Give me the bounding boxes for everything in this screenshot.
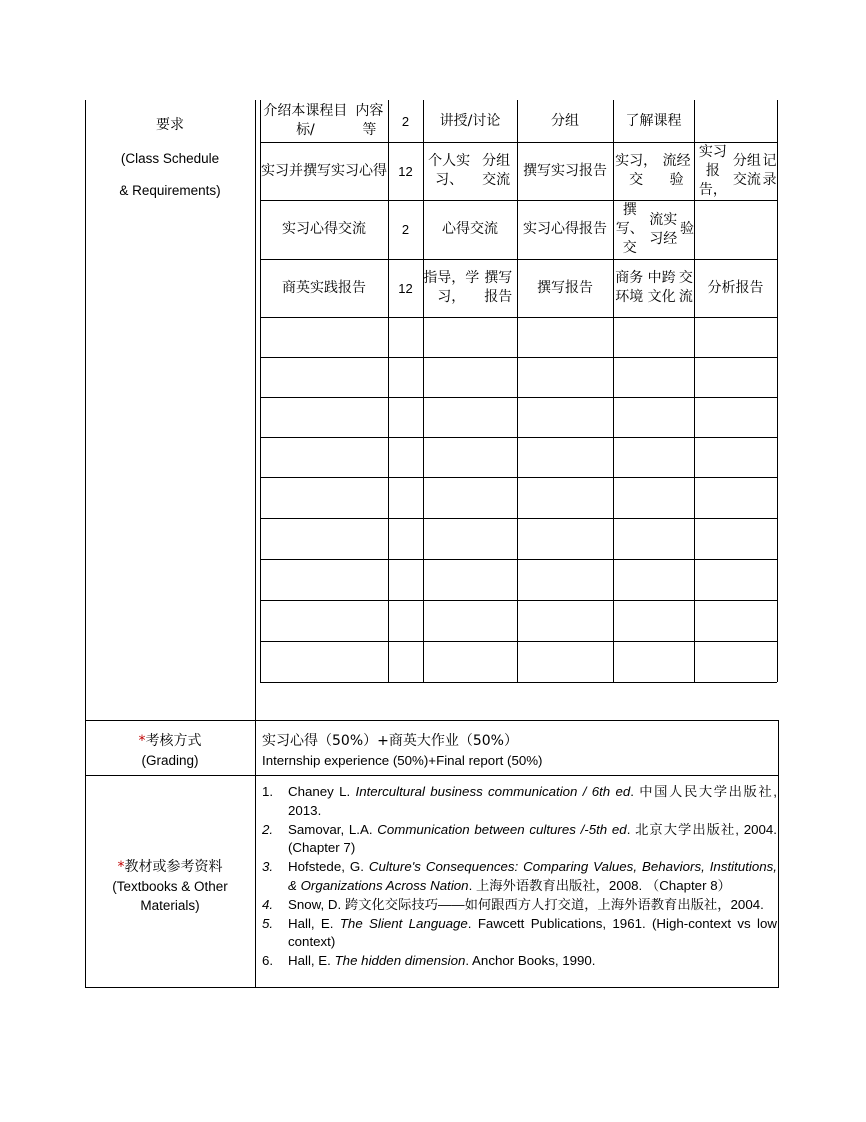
- grid-row-line: [260, 477, 777, 478]
- reference-title: The hidden dimension: [334, 953, 466, 969]
- cell-line: 分析报告: [707, 279, 764, 296]
- schedule-label: [85, 116, 255, 200]
- label-divider: [255, 100, 256, 988]
- schedule-cell-content: [260, 200, 388, 259]
- cell-line: 分组: [551, 112, 579, 129]
- cell-line: 心得交流: [442, 221, 498, 237]
- schedule-cell-content: [260, 142, 388, 200]
- grid-row-line: [260, 437, 777, 438]
- reference-item: [262, 952, 777, 971]
- textbooks-label: [85, 858, 255, 915]
- cell-line: 中跨文化: [647, 270, 676, 305]
- grid-row-line: [260, 518, 777, 519]
- cell-line: 撰写报告: [537, 279, 593, 296]
- cell-line: 2: [401, 113, 410, 129]
- grading-cn: 实习心得（50%）+商英大作业（50%）: [262, 733, 518, 749]
- schedule-cell-hours: [388, 142, 423, 200]
- schedule-cell-content: [260, 259, 388, 317]
- reference-author: Chaney L.: [288, 784, 356, 799]
- reference-title: Intercultural business communication / 6th ed: [355, 784, 631, 799]
- cell-line: 商务环境: [615, 270, 644, 305]
- section-divider-grading: [85, 720, 779, 721]
- cell-line: 流经验: [662, 153, 691, 188]
- grid-row-line: [260, 682, 777, 683]
- cell-line: 12: [398, 280, 413, 296]
- grid-row-line: [260, 559, 777, 560]
- cell-line: 实习报告，: [698, 143, 727, 198]
- schedule-label-cn: 要求: [156, 117, 184, 133]
- textbooks-label-en2: Materials): [140, 898, 200, 913]
- cell-line: 商英实践报告: [282, 279, 366, 296]
- grading-label-cn: 考核方式: [145, 733, 202, 749]
- schedule-cell-goal: [613, 100, 694, 142]
- cell-line: 实习心得报: [523, 221, 593, 237]
- cell-line: 实习心得交流: [282, 221, 366, 237]
- cell-line: 12: [398, 163, 413, 179]
- grading-label-en: (Grading): [141, 753, 199, 768]
- schedule-cell-output: [694, 259, 777, 317]
- cell-line: 流实习经: [649, 211, 678, 247]
- reference-publisher: . 中国人民大学出版社, 2013.: [288, 784, 777, 818]
- schedule-cell-hours: [388, 100, 423, 142]
- schedule-cell-goal: [613, 142, 694, 200]
- cell-line: 验: [680, 221, 694, 237]
- reference-title: The Slient Language: [339, 915, 468, 931]
- reference-title: Communication between cultures /-5th ed: [377, 821, 627, 837]
- reference-publisher: 跨文化交际技巧——如何跟西方人打交道，上海外语教育出版社，2004.: [344, 896, 764, 912]
- cell-line: 告: [593, 221, 607, 237]
- textbooks-label-cn: 教材或参考资料: [124, 859, 223, 875]
- schedule-cell-output: [694, 200, 777, 259]
- schedule-cell-hours: [388, 200, 423, 259]
- frame-right: [778, 720, 779, 988]
- schedule-cell-method: [423, 142, 517, 200]
- reference-number: 1.: [262, 784, 274, 799]
- grid-col-line: [777, 100, 778, 682]
- reference-title: Culture's Consequences: Comparing Values, Behaviors, Institutions, & Organizations Across Nation: [288, 859, 777, 893]
- schedule-cell-output: [694, 142, 777, 200]
- schedule-cell-goal: [613, 200, 694, 259]
- schedule-cell-output: [694, 100, 777, 142]
- reference-author: Hofstede, G.: [288, 859, 369, 875]
- cell-line: 2: [401, 222, 410, 237]
- cell-line: 讲授/讨论: [439, 112, 501, 129]
- reference-item: [262, 896, 777, 915]
- grading-label: [85, 732, 255, 770]
- schedule-cell-method: [423, 200, 517, 259]
- frame-left: [85, 100, 86, 988]
- reference-publisher: . Anchor Books, 1990.: [465, 953, 596, 969]
- reference-number: 2.: [262, 821, 274, 837]
- grid-row-line: [260, 397, 777, 398]
- frame-bottom: [85, 987, 779, 988]
- cell-line: 介绍本课程目标/: [263, 103, 348, 138]
- schedule-cell-assignment: [517, 200, 613, 259]
- reference-publisher: . 上海外语教育出版社，2008. （Chapter 8）: [468, 877, 731, 893]
- cell-line: 内容等: [355, 103, 384, 138]
- required-mark: *: [117, 859, 125, 875]
- cell-line: 个人实习、: [428, 153, 471, 188]
- schedule-cell-assignment: [517, 142, 613, 200]
- cell-line: 撰写、交: [615, 202, 644, 256]
- reference-item: [262, 858, 777, 896]
- cell-line: 指导，学习，: [423, 270, 480, 305]
- reference-item: [262, 821, 777, 859]
- reference-author: Snow, D.: [288, 896, 345, 912]
- cell-line: 交流: [678, 270, 693, 305]
- schedule-cell-method: [423, 100, 517, 142]
- grid-row-line: [260, 600, 777, 601]
- grid-row-line: [260, 317, 777, 318]
- cell-line: 实习并撰写实习: [261, 162, 359, 179]
- cell-line: 撰写报告: [484, 270, 513, 305]
- cell-line: 心得: [359, 162, 387, 179]
- schedule-cell-method: [423, 259, 517, 317]
- reference-author: Samovar, L.A.: [288, 821, 378, 837]
- reference-publisher: . Fawcett Publications, 1961. (High-context vs low context): [288, 915, 777, 950]
- reference-item: [262, 783, 777, 821]
- reference-number: 6.: [262, 953, 274, 969]
- schedule-label-en2: & Requirements): [119, 183, 221, 198]
- cell-line: 实习，交: [615, 153, 658, 188]
- grid-row-line: [260, 357, 777, 358]
- cell-line: 记录: [762, 153, 777, 188]
- reference-number: 5.: [262, 915, 274, 931]
- schedule-cell-content: [260, 100, 388, 142]
- reference-publisher: . 北京大学出版社, 2004.(Chapter 7): [288, 821, 777, 856]
- schedule-cell-goal: [613, 259, 694, 317]
- grid-row-line: [260, 641, 777, 642]
- schedule-cell-assignment: [517, 259, 613, 317]
- schedule-cell-hours: [388, 259, 423, 317]
- cell-line: 告: [593, 162, 607, 179]
- reference-number: 3.: [262, 859, 274, 875]
- section-divider-textbooks: [85, 775, 779, 776]
- textbooks-label-en1: (Textbooks & Other: [112, 879, 228, 894]
- cell-line: 分组交流: [732, 153, 761, 188]
- reference-number: 4.: [262, 896, 274, 912]
- reference-author: Hall, E.: [288, 915, 340, 931]
- schedule-cell-assignment: [517, 100, 613, 142]
- reference-item: [262, 915, 777, 953]
- cell-line: 分组交流: [482, 153, 511, 188]
- cell-line: 撰写实习报: [523, 162, 593, 179]
- syllabus-table: [85, 100, 779, 988]
- grading-en: Internship experience (50%)+Final report (50%): [262, 753, 543, 768]
- schedule-label-en1: (Class Schedule: [120, 151, 220, 166]
- reference-author: Hall, E.: [288, 953, 335, 969]
- required-mark: *: [138, 733, 146, 749]
- reference-list: [262, 783, 777, 971]
- cell-line: 了解课程: [625, 112, 682, 129]
